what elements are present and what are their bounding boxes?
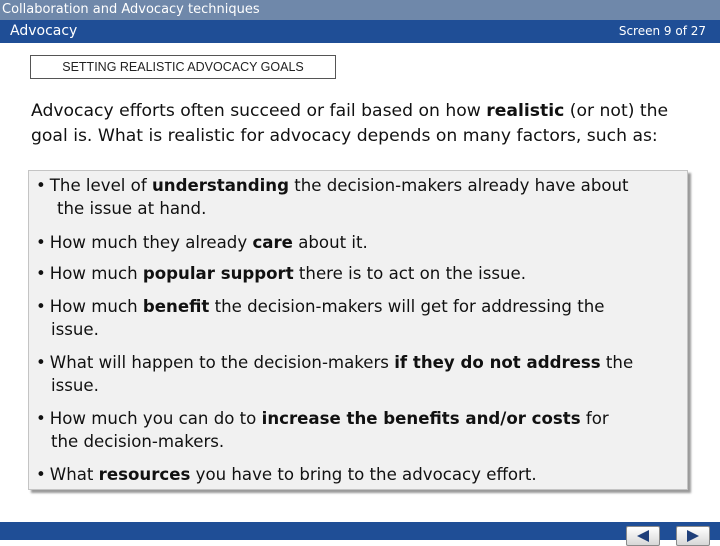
factor-understanding	[36, 174, 676, 220]
factor-continuation: the issue at hand.	[57, 199, 207, 218]
bullet: •	[36, 233, 46, 252]
factors-panel	[28, 170, 688, 490]
factor-text-end: there is to act on the issue.	[293, 264, 526, 283]
navigation-bar	[0, 522, 720, 540]
screen-counter: Screen 9 of 27	[618, 24, 706, 38]
module-title: Advocacy	[10, 23, 78, 39]
factor-text-start: How much	[49, 264, 143, 283]
bullet: •	[36, 264, 46, 283]
factor-text-end: the decision-makers will get for addressing the	[209, 297, 605, 316]
next-button[interactable]	[676, 526, 710, 546]
factor-resources	[36, 463, 676, 486]
factor-not-address	[36, 351, 676, 397]
factor-increase-benefits	[36, 407, 676, 453]
intro-paragraph	[31, 99, 701, 149]
right-triangle-icon	[686, 530, 700, 542]
factor-continuation: issue.	[51, 320, 99, 339]
factor-text-end: for	[580, 409, 609, 428]
bullet: •	[36, 353, 46, 372]
factor-emphasis: resources	[98, 465, 191, 484]
bullet: •	[36, 176, 46, 195]
factor-text-start: The level of	[49, 176, 152, 195]
bullet: •	[36, 409, 46, 428]
factor-emphasis: care	[252, 233, 293, 252]
course-title: Collaboration and Advocacy techniques	[2, 2, 260, 17]
factor-text-end: about it.	[292, 233, 368, 252]
factor-text-start: What will happen to the decision-makers	[49, 353, 395, 372]
section-heading: SETTING REALISTIC ADVOCACY GOALS	[30, 55, 336, 79]
intro-emphasis: realistic	[486, 101, 565, 121]
back-button[interactable]	[626, 526, 660, 546]
factor-continuation: issue.	[51, 376, 99, 395]
factor-care	[36, 231, 676, 254]
factor-popular-support	[36, 262, 676, 285]
factor-emphasis: understanding	[151, 176, 289, 195]
left-triangle-icon	[636, 530, 650, 542]
factor-text-start: How much they already	[49, 233, 253, 252]
factor-text-end: you have to bring to the advocacy effort.	[190, 465, 537, 484]
bullet: •	[36, 465, 46, 484]
bullet: •	[36, 297, 46, 316]
factor-emphasis: increase the benefits and/or costs	[261, 409, 581, 428]
factor-text-start: How much	[49, 297, 143, 316]
factor-emphasis: popular support	[142, 264, 294, 283]
module-title-bar	[0, 20, 720, 43]
factor-benefit	[36, 295, 676, 341]
factor-emphasis: if they do not address	[394, 353, 601, 372]
factor-text-end: the	[600, 353, 634, 372]
factor-emphasis: benefit	[142, 297, 210, 316]
factor-text-start: How much you can do to	[49, 409, 262, 428]
intro-text-end: (or not) the goal is. What is realistic for advocacy depends on many factors, such as:	[31, 101, 669, 146]
course-title-bar	[0, 0, 720, 20]
factor-text-end: the decision-makers already have about	[288, 176, 629, 195]
factor-text-start: What	[49, 465, 99, 484]
intro-text-start: Advocacy efforts often succeed or fail based on how	[31, 101, 487, 121]
factor-continuation: the decision-makers.	[51, 432, 225, 451]
